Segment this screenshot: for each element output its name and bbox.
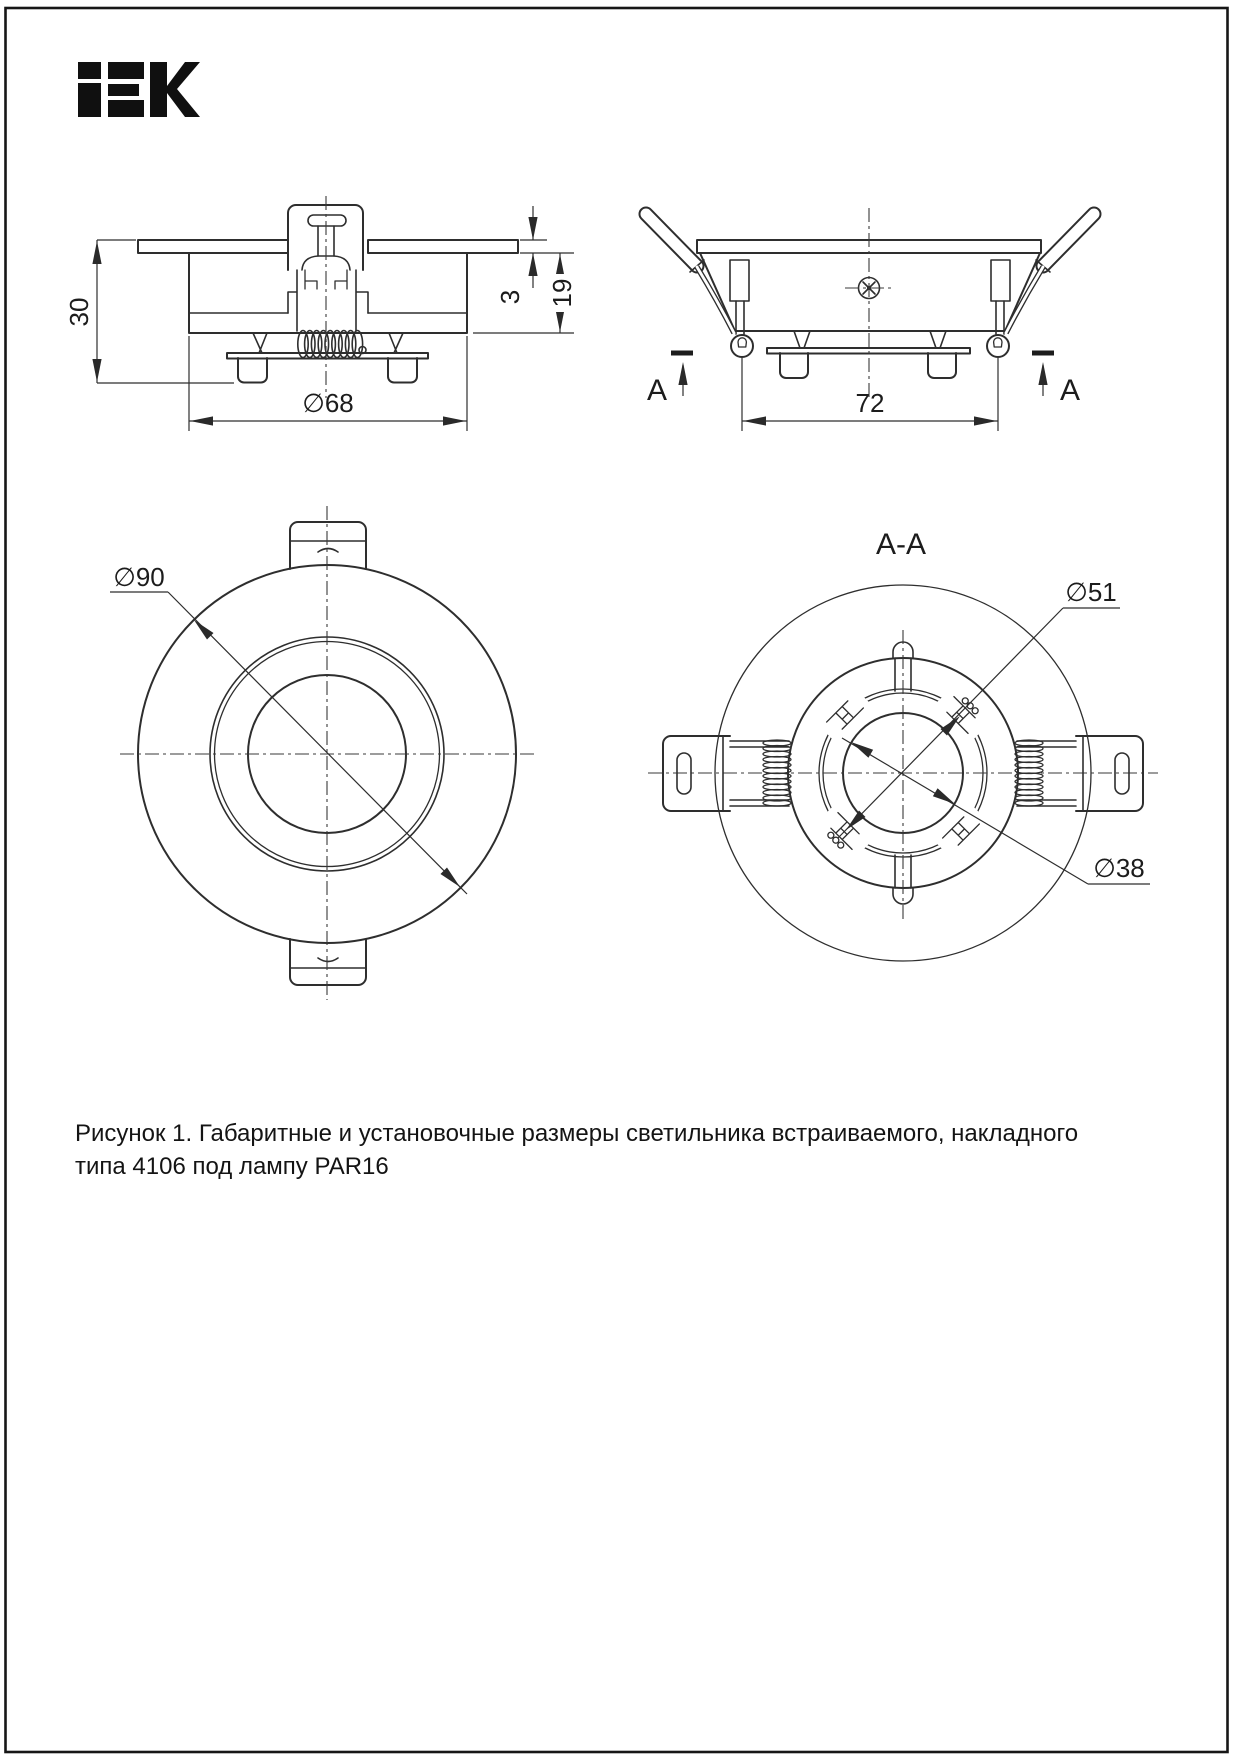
logo-e-top — [108, 62, 144, 79]
lamp-clip-se — [933, 803, 990, 860]
section-title: A-A — [875, 528, 927, 561]
section-mark-right — [1032, 353, 1080, 407]
tab-top — [290, 522, 366, 569]
flange-left — [138, 240, 288, 253]
centerlines-section — [648, 630, 1158, 920]
logo-k-arms — [167, 62, 200, 117]
figure-caption-line2: типа 4106 под лампу PAR16 — [75, 1153, 389, 1180]
dim-label-d38: ∅38 — [1093, 853, 1145, 883]
logo-i-dot — [78, 62, 101, 79]
tab-bottom — [290, 939, 366, 985]
foot-right-side — [928, 353, 956, 378]
foot-left — [238, 358, 267, 383]
logo-i-stem — [78, 83, 101, 117]
dimension-30 — [64, 240, 234, 383]
view-face — [110, 506, 534, 1000]
lamp-clamp — [288, 205, 368, 331]
section-letter-right: A — [1059, 374, 1081, 407]
logo-e-mid — [108, 84, 139, 96]
dim-label-72: 72 — [855, 388, 885, 418]
logo-k-stem — [150, 62, 167, 117]
dim-label-d51: ∅51 — [1065, 577, 1117, 607]
clip-post-right — [991, 260, 1010, 301]
dim-label-30: 30 — [64, 297, 94, 327]
housing-body — [189, 253, 467, 333]
view-side — [646, 208, 1094, 431]
dimension-d90 — [110, 562, 467, 894]
logo-e-bottom — [108, 100, 144, 117]
bowl-profile — [700, 253, 1040, 331]
section-letter-left: A — [646, 374, 668, 407]
foot-left-side — [780, 353, 808, 378]
view-section-aa — [648, 528, 1158, 961]
dimension-19 — [473, 253, 577, 333]
figure-caption-line1: Рисунок 1. Габаритные и установочные размеры светильника встраиваемого, накладного — [75, 1120, 1079, 1147]
flange-right — [368, 240, 518, 253]
dim-label-19: 19 — [547, 278, 577, 308]
foot-right — [388, 358, 417, 383]
lamp-clip-nw — [817, 687, 874, 744]
spring-clip — [646, 214, 753, 357]
section-mark-left — [647, 353, 693, 407]
clip-post-left — [730, 260, 749, 301]
view-front-section — [64, 196, 577, 431]
dim-label-d68: ∅68 — [302, 388, 354, 418]
lamp-clip-ne — [933, 685, 991, 743]
dim-label-3: 3 — [495, 289, 525, 305]
clamp-slot — [308, 215, 346, 226]
dim-label-d90: ∅90 — [113, 562, 165, 592]
iek-logo — [78, 62, 200, 117]
